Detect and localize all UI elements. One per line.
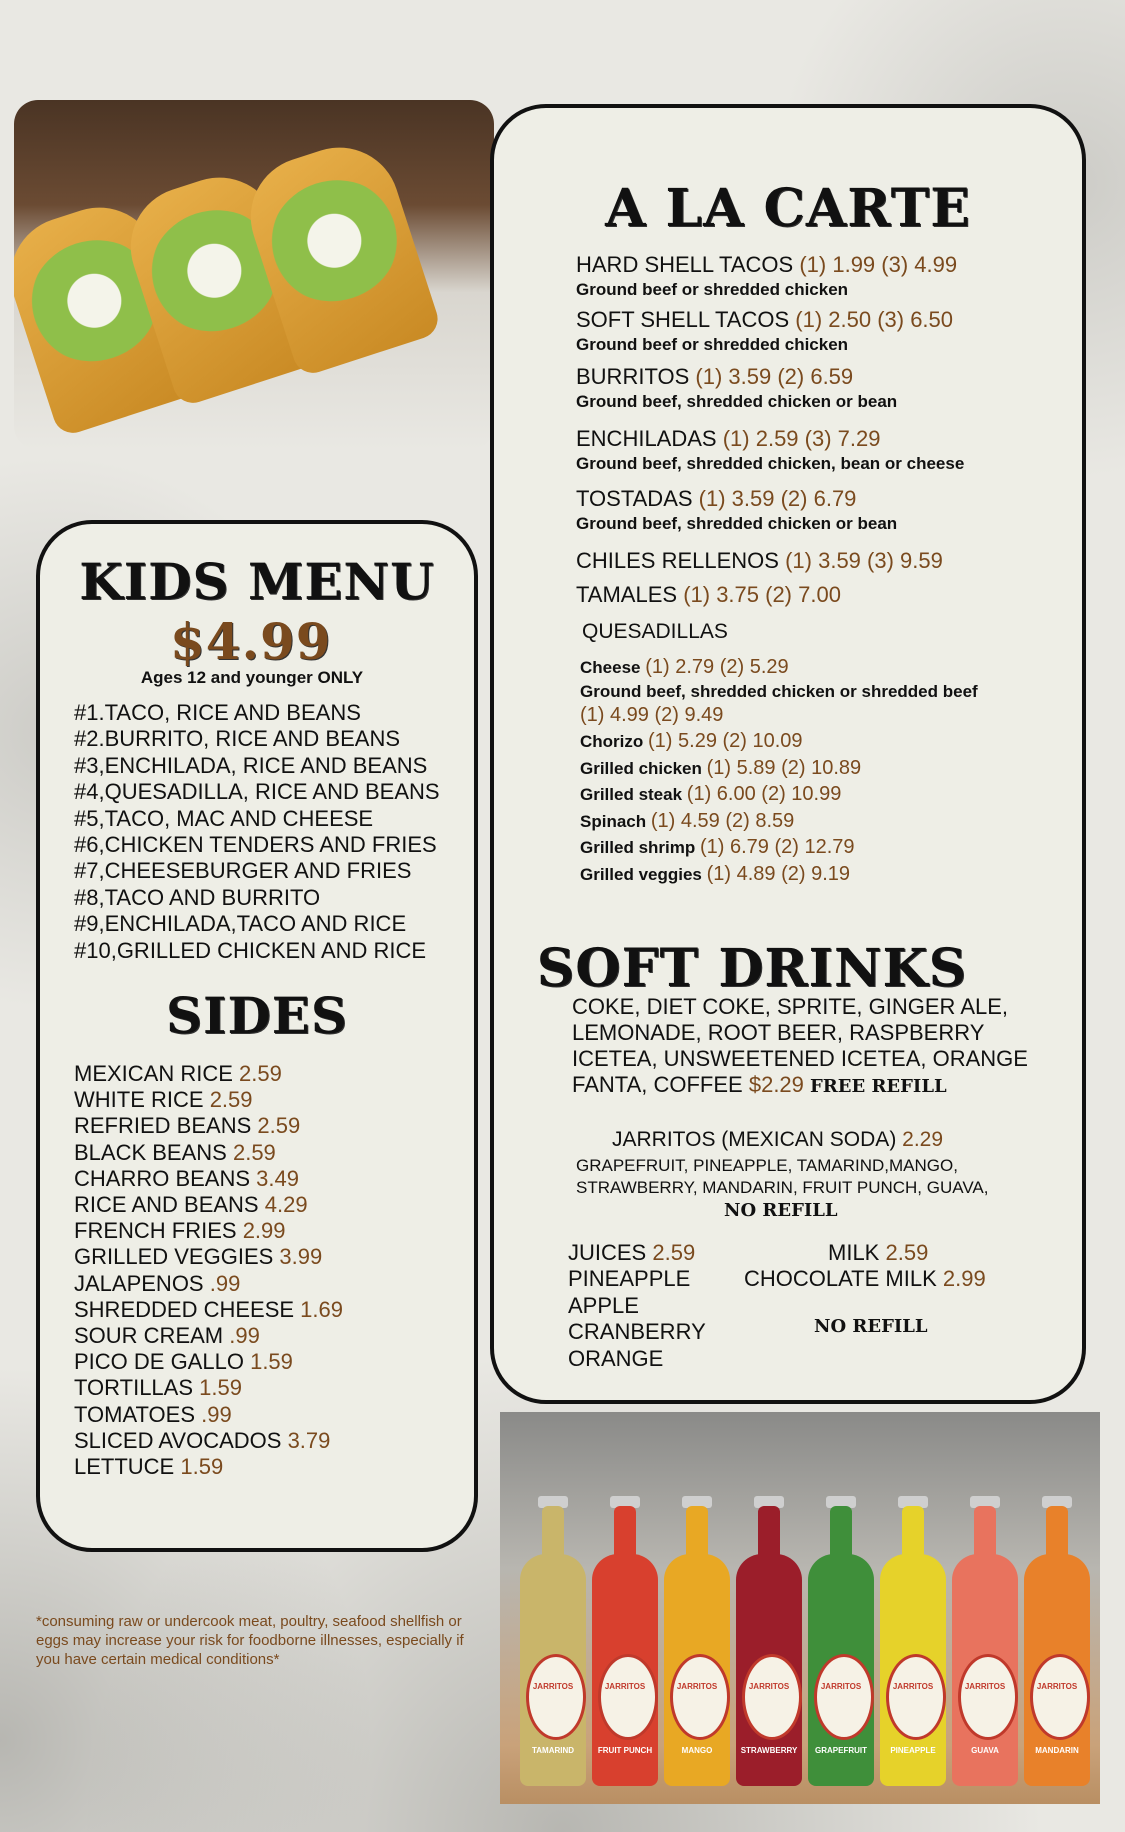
side-item: WHITE RICE 2.59 (74, 1087, 253, 1113)
quesadilla-item: Chorizo (1) 5.29 (2) 10.09 (580, 730, 803, 752)
side-item: TOMATOES .99 (74, 1401, 232, 1427)
milk-line: MILK 2.59 (828, 1240, 929, 1265)
bottle-flavor-label: FRUIT PUNCH (597, 1746, 653, 1755)
side-item: LETTUCE 1.59 (74, 1454, 224, 1479)
bottle-flavor-label: STRAWBERRY (740, 1746, 798, 1755)
quesadilla-item: Grilled steak (1) 6.00 (2) 10.99 (580, 783, 842, 805)
a-la-carte-item-description: Ground beef or shredded chicken (576, 280, 849, 299)
kids-menu-item: #7,CHEESEBURGER AND FRIES (74, 858, 412, 884)
quesadilla-item: Spinach (1) 4.59 (2) 8.59 (580, 809, 795, 832)
jarritos-bottle (880, 1554, 946, 1786)
a-la-carte-item: TAMALES (1) 3.75 (2) 7.00 (576, 582, 841, 607)
a-la-carte-item: ENCHILADAS (1) 2.59 (3) 7.29 (576, 426, 881, 451)
kids-menu-item: #1.TACO, RICE AND BEANS (74, 700, 361, 725)
a-la-carte-item-description: Ground beef, shredded chicken or bean (576, 392, 898, 411)
quesadilla-ground-name: Ground beef, shredded chicken or shredded beef (580, 682, 978, 701)
jarritos-bottle (520, 1554, 586, 1786)
juices-line: JUICES 2.59 (568, 1240, 696, 1265)
quesadilla-cheese: Cheese (1) 2.79 (2) 5.29 (580, 656, 789, 678)
bottle-brand-label: JARRITOS (604, 1682, 646, 1691)
jarritos-line: JARRITOS (MEXICAN SODA) 2.29 (612, 1128, 944, 1151)
quesadilla-item: Grilled chicken (1) 5.89 (2) 10.89 (580, 756, 862, 779)
jarritos-bottle (592, 1554, 658, 1786)
kids-menu-item: #10,GRILLED CHICKEN AND RICE (74, 937, 427, 963)
side-item: TORTILLAS 1.59 (74, 1375, 242, 1401)
soft-drinks-line-4: FANTA, COFFEE $2.29 FREE REFILL (572, 1072, 947, 1097)
juice-flavor: APPLE (568, 1292, 639, 1318)
kids-menu-item: #4,QUESADILLA, RICE AND BEANS (74, 779, 440, 805)
a-la-carte-title: A LA CARTE (605, 178, 971, 239)
quesadilla-item: Grilled shrimp (1) 6.79 (2) 12.79 (580, 836, 855, 858)
soft-drinks-line-3: ICETEA, UNSWEETENED ICETEA, ORANGE (572, 1046, 1028, 1071)
side-item: RICE AND BEANS 4.29 (74, 1192, 308, 1217)
jarritos-bottle (736, 1554, 802, 1786)
chocolate-milk-line: CHOCOLATE MILK 2.99 (744, 1266, 986, 1291)
side-item: PICO DE GALLO 1.59 (74, 1349, 293, 1375)
bottle-flavor-label: GRAPEFRUIT (815, 1746, 867, 1755)
bottle-brand-label: JARRITOS (964, 1682, 1006, 1691)
side-item: JALAPENOS .99 (74, 1270, 241, 1296)
jarritos-bottle (808, 1554, 874, 1786)
jarritos-flavors-1: GRAPEFRUIT, PINEAPPLE, TAMARIND,MANGO, (576, 1156, 958, 1175)
soft-drinks-line-1: COKE, DIET COKE, SPRITE, GINGER ALE, (572, 994, 1009, 1019)
quesadillas-title: QUESADILLAS (582, 620, 728, 643)
food-safety-disclaimer: *consuming raw or undercook meat, poultry, seafood shellfish or eggs may increase your risk for foodborne illnesses, especially if you have certain medical conditions* (36, 1613, 464, 1668)
kids-menu-panel (36, 520, 478, 1552)
kids-menu-price: $4.99 (170, 612, 332, 671)
a-la-carte-panel (490, 104, 1086, 1404)
juice-flavor: CRANBERRY (568, 1319, 706, 1344)
jarritos-no-refill: NO REFILL (724, 1200, 838, 1221)
bottle-brand-label: JARRITOS (676, 1682, 718, 1691)
jarritos-bottle (664, 1554, 730, 1786)
bottle-flavor-label: GUAVA (971, 1746, 999, 1755)
side-item: BLACK BEANS 2.59 (74, 1139, 276, 1165)
soft-drinks-line-2: LEMONADE, ROOT BEER, RASPBERRY (572, 1020, 985, 1045)
kids-menu-item: #9,ENCHILADA,TACO AND RICE (74, 911, 407, 937)
side-item: GRILLED VEGGIES 3.99 (74, 1244, 323, 1270)
a-la-carte-item-description: Ground beef, shredded chicken or bean (576, 514, 898, 533)
side-item: MEXICAN RICE 2.59 (74, 1061, 282, 1086)
a-la-carte-item: CHILES RELLENOS (1) 3.59 (3) 9.59 (576, 548, 943, 573)
side-item: SOUR CREAM .99 (74, 1323, 260, 1348)
side-item: REFRIED BEANS 2.59 (74, 1113, 301, 1139)
juice-flavor: PINEAPPLE (568, 1266, 691, 1291)
bottle-brand-label: JARRITOS (748, 1682, 790, 1691)
jarritos-flavors-2: STRAWBERRY, MANDARIN, FRUIT PUNCH, GUAVA, (576, 1178, 989, 1197)
jarritos-photo (500, 1412, 1100, 1804)
a-la-carte-item: TOSTADAS (1) 3.59 (2) 6.79 (576, 486, 857, 511)
quesadilla-item: Grilled veggies (1) 4.89 (2) 9.19 (580, 862, 851, 885)
free-refill-note: FREE REFILL (810, 1076, 947, 1097)
side-item: SLICED AVOCADOS 3.79 (74, 1427, 331, 1453)
bottle-brand-label: JARRITOS (820, 1682, 862, 1691)
jarritos-bottle (952, 1554, 1018, 1786)
kids-menu-item: #5,TACO, MAC AND CHEESE (74, 805, 374, 831)
juice-flavor: ORANGE (568, 1345, 664, 1371)
bottle-flavor-label: MANGO (681, 1746, 713, 1755)
a-la-carte-item-description: Ground beef or shredded chicken (576, 335, 849, 354)
kids-menu-item: #6,CHICKEN TENDERS AND FRIES (74, 832, 437, 857)
tacos-photo (14, 100, 494, 450)
side-item: CHARRO BEANS 3.49 (74, 1165, 299, 1191)
bottle-flavor-label: PINEAPPLE (890, 1746, 936, 1755)
side-item: SHREDDED CHEESE 1.69 (74, 1296, 343, 1322)
kids-menu-note: Ages 12 and younger ONLY (140, 668, 364, 687)
a-la-carte-item-description: Ground beef, shredded chicken, bean or cheese (576, 454, 965, 473)
kids-menu-item: #2.BURRITO, RICE AND BEANS (74, 726, 401, 752)
side-item: FRENCH FRIES 2.99 (74, 1218, 286, 1244)
a-la-carte-item: BURRITOS (1) 3.59 (2) 6.59 (576, 364, 854, 389)
sides-title: SIDES (165, 986, 349, 1045)
soft-drinks-title: SOFT DRINKS (536, 938, 968, 999)
milk-no-refill: NO REFILL (814, 1316, 928, 1337)
bottle-brand-label: JARRITOS (892, 1682, 934, 1691)
kids-menu-item: #8,TACO AND BURRITO (74, 884, 321, 910)
kids-menu-item: #3,ENCHILADA, RICE AND BEANS (74, 752, 428, 778)
bottle-brand-label: JARRITOS (532, 1682, 574, 1691)
bottle-flavor-label: MANDARIN (1035, 1746, 1079, 1755)
bottle-flavor-label: TAMARIND (531, 1746, 575, 1755)
bottle-brand-label: JARRITOS (1036, 1682, 1078, 1691)
quesadilla-ground-price: (1) 4.99 (2) 9.49 (580, 704, 724, 726)
kids-menu-title: KIDS MENU (79, 552, 435, 611)
a-la-carte-item: SOFT SHELL TACOS (1) 2.50 (3) 6.50 (576, 307, 954, 332)
a-la-carte-item: HARD SHELL TACOS (1) 1.99 (3) 4.99 (576, 252, 958, 277)
jarritos-bottle (1024, 1554, 1090, 1786)
